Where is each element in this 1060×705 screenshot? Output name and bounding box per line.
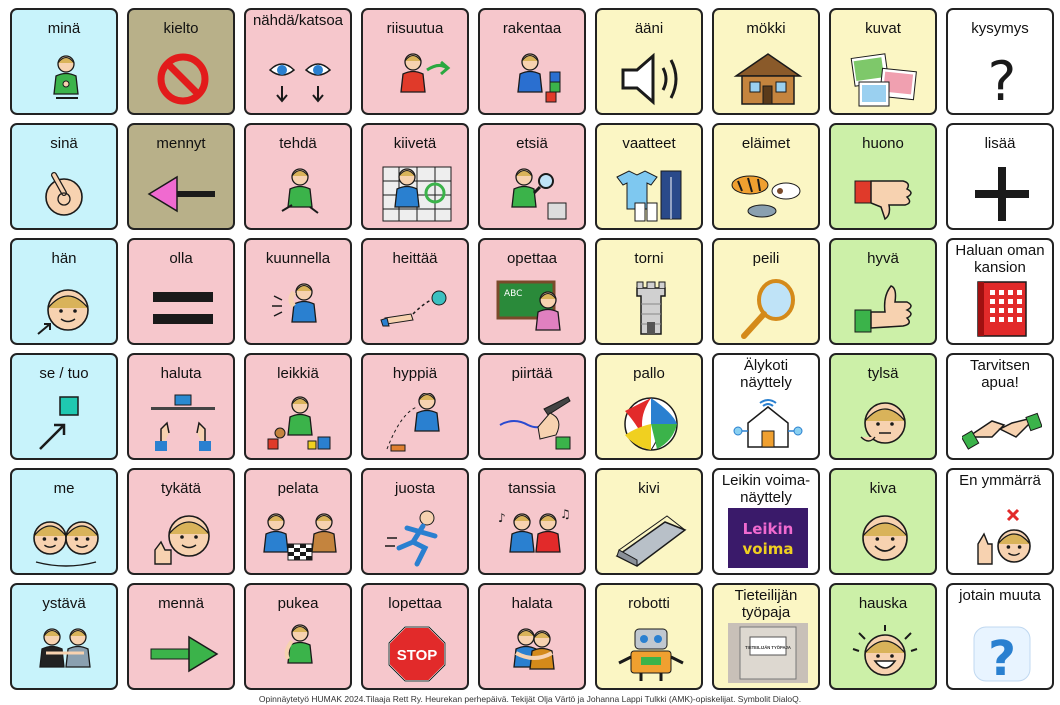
symbol-label: se / tuo	[39, 365, 89, 382]
symbol-card-41[interactable]	[595, 468, 703, 575]
animals-icon	[728, 163, 808, 225]
leikin-voima-logo	[728, 508, 808, 570]
symbol-label: me	[53, 480, 75, 497]
symbol-label: kuvat	[865, 20, 901, 37]
symbol-label: pallo	[633, 365, 665, 382]
symbol-card-42[interactable]	[712, 468, 820, 575]
climb-icon	[377, 163, 457, 225]
symbol-label: ystävä	[42, 595, 86, 612]
symbol-card-23[interactable]	[595, 238, 703, 345]
symbol-label: tylsä	[867, 365, 899, 382]
symbol-card-10[interactable]	[127, 123, 235, 230]
build-icon	[494, 48, 574, 110]
logo-text-line-1: Leikin	[742, 520, 794, 538]
symbol-label: jotain muuta	[959, 587, 1041, 604]
stone-icon	[611, 508, 691, 570]
not-understand-icon	[962, 508, 1042, 570]
search-magnifier-icon	[494, 163, 574, 225]
symbol-card-5[interactable]	[595, 8, 703, 115]
symbol-label: hän	[51, 250, 77, 267]
symbol-card-34[interactable]	[829, 353, 937, 460]
symbol-label: huono	[862, 135, 904, 152]
throw-icon	[377, 278, 457, 340]
arrow-left-icon	[143, 163, 223, 225]
symbol-label: riisuutua	[386, 20, 444, 37]
arrow-right-icon	[143, 623, 223, 685]
symbol-label: pelata	[277, 480, 319, 497]
symbol-label: piirtää	[511, 365, 553, 382]
symbol-label: haluta	[160, 365, 202, 382]
symbol-label: etsiä	[516, 135, 548, 152]
symbol-label: leikkiä	[277, 365, 319, 382]
bored-face-icon	[845, 393, 925, 455]
symbol-card-14[interactable]	[595, 123, 703, 230]
symbol-card-1[interactable]	[127, 8, 235, 115]
symbol-label: heittää	[392, 250, 438, 267]
symbol-label: minä	[47, 20, 81, 37]
symbol-card-11[interactable]	[244, 123, 352, 230]
robot-icon	[611, 623, 691, 685]
symbol-card-19[interactable]	[127, 238, 235, 345]
undress-icon	[377, 48, 457, 110]
symbol-label: hauska	[858, 595, 908, 612]
svg-text:♪: ♪	[498, 511, 506, 525]
symbol-card-40[interactable]	[478, 468, 586, 575]
make-icon	[260, 163, 340, 225]
want-hands-icon	[143, 393, 223, 455]
symbol-label: tykätä	[160, 480, 202, 497]
smart-home-icon	[728, 393, 808, 455]
beach-ball-icon	[611, 393, 691, 455]
symbol-label: Leikin voima- näyttely	[721, 472, 811, 506]
symbol-card-37[interactable]	[127, 468, 235, 575]
symbol-card-16[interactable]	[829, 123, 937, 230]
symbol-label: kielto	[163, 20, 199, 37]
symbol-label: robotti	[628, 595, 670, 612]
symbol-card-17[interactable]	[946, 123, 1054, 230]
speaker-icon	[611, 48, 691, 110]
symbol-label: mökki	[746, 20, 786, 37]
symbol-card-46[interactable]	[127, 583, 235, 690]
svg-text:ABC: ABC	[504, 289, 523, 299]
hug-icon	[494, 623, 574, 685]
question-blue-icon	[962, 623, 1042, 685]
symbol-card-8[interactable]	[946, 8, 1054, 115]
symbol-card-53[interactable]	[946, 583, 1054, 690]
run-icon	[377, 508, 457, 570]
jump-icon	[377, 393, 457, 455]
symbol-card-26[interactable]	[946, 238, 1054, 345]
thumbs-up-icon	[845, 278, 925, 340]
symbol-label: pukea	[277, 595, 319, 612]
plus-icon	[962, 163, 1042, 225]
workshop-sign-text: TIETEILIJÄN TYÖPAJA	[745, 645, 791, 650]
symbol-card-27[interactable]	[10, 353, 118, 460]
symbol-label: nähdä/katsoa	[252, 12, 344, 29]
svg-text:?: ?	[988, 631, 1016, 685]
stop-sign-icon	[377, 623, 457, 685]
symbol-label: halata	[511, 595, 553, 612]
symbol-label: mennä	[158, 595, 204, 612]
symbol-card-31[interactable]	[478, 353, 586, 460]
happy-face-icon	[845, 508, 925, 570]
communication-board	[10, 8, 1057, 691]
symbol-label: tehdä	[279, 135, 317, 152]
dress-icon	[260, 623, 340, 685]
symbol-label: hyppiä	[392, 365, 438, 382]
symbol-label: lopettaa	[388, 595, 442, 612]
symbol-card-28[interactable]	[127, 353, 235, 460]
symbol-label: En ymmärrä	[959, 472, 1041, 489]
face-he-icon	[26, 278, 106, 340]
symbol-card-36[interactable]	[10, 468, 118, 575]
thumbs-down-icon	[845, 163, 925, 225]
photos-icon	[845, 48, 925, 110]
dance-icon	[494, 508, 574, 570]
symbol-card-20[interactable]	[244, 238, 352, 345]
symbol-card-24[interactable]	[712, 238, 820, 345]
symbol-label: vaatteet	[622, 135, 676, 152]
symbol-label: torni	[634, 250, 664, 267]
symbol-label: sinä	[50, 135, 78, 152]
help-hands-icon	[962, 393, 1042, 455]
symbol-card-39[interactable]	[361, 468, 469, 575]
symbol-card-47[interactable]	[244, 583, 352, 690]
symbol-card-9[interactable]	[10, 123, 118, 230]
symbol-card-21[interactable]	[361, 238, 469, 345]
like-face-icon	[143, 508, 223, 570]
symbol-card-4[interactable]	[478, 8, 586, 115]
listen-icon	[260, 278, 340, 340]
symbol-card-48[interactable]	[361, 583, 469, 690]
symbol-card-13[interactable]	[478, 123, 586, 230]
symbol-label: tanssia	[508, 480, 556, 497]
symbol-card-0[interactable]	[10, 8, 118, 115]
prohibited-icon	[143, 48, 223, 110]
symbol-label: Haluan oman kansion	[955, 242, 1045, 276]
symbol-label: kiivetä	[393, 135, 437, 152]
pointing-hand-icon	[26, 163, 106, 225]
symbol-label: Tarvitsen apua!	[969, 357, 1031, 391]
symbol-label: peili	[752, 250, 780, 267]
symbol-label: Älykoti näyttely	[740, 357, 792, 391]
logo-text-line-2: voima	[742, 540, 794, 558]
symbol-label: hyvä	[867, 250, 899, 267]
symbol-label: rakentaa	[502, 20, 562, 37]
symbol-label: eläimet	[741, 135, 791, 152]
tower-icon	[611, 278, 691, 340]
symbol-card-3[interactable]	[361, 8, 469, 115]
symbol-card-38[interactable]	[244, 468, 352, 575]
two-faces-icon	[26, 508, 106, 570]
symbol-label: mennyt	[156, 135, 206, 152]
stop-sign-text: STOP	[396, 647, 438, 664]
symbol-label: kivi	[638, 480, 660, 497]
teach-icon	[494, 278, 574, 340]
cabin-icon	[728, 48, 808, 110]
symbol-label: kysymys	[971, 20, 1029, 37]
symbol-card-49[interactable]	[478, 583, 586, 690]
draw-pen-icon	[494, 393, 574, 455]
symbol-card-33[interactable]	[712, 353, 820, 460]
symbol-label: olla	[169, 250, 193, 267]
symbol-card-50[interactable]	[595, 583, 703, 690]
square-pointer-icon	[26, 393, 106, 455]
symbol-label: ääni	[634, 20, 664, 37]
symbol-card-45[interactable]	[10, 583, 118, 690]
person-self-icon	[26, 48, 106, 110]
symbol-label: kuunnella	[265, 250, 331, 267]
symbol-card-32[interactable]	[595, 353, 703, 460]
workshop-photo-icon	[728, 623, 808, 685]
svg-text:♫: ♫	[560, 508, 571, 521]
symbol-card-2[interactable]	[244, 8, 352, 115]
symbol-label: opettaa	[506, 250, 558, 267]
mirror-icon	[728, 278, 808, 340]
symbol-card-29[interactable]	[244, 353, 352, 460]
symbol-card-43[interactable]	[829, 468, 937, 575]
symbol-card-52[interactable]	[829, 583, 937, 690]
laughing-face-icon	[845, 623, 925, 685]
footer-credits: Opinnäytetyö HUMAK 2024.Tilaaja Rett Ry. Heurekan perhepäivä. Tekijät Olja Värtö ja Johanna Lappi Tulkki (AMK)-opiskelijat. Symbolit DialoQ.	[258, 694, 802, 704]
play-toys-icon	[260, 393, 340, 455]
clothes-icon	[611, 163, 691, 225]
symbol-card-22[interactable]	[478, 238, 586, 345]
svg-text:?: ?	[987, 50, 1017, 110]
symbol-card-12[interactable]	[361, 123, 469, 230]
symbol-card-7[interactable]	[829, 8, 937, 115]
symbol-card-6[interactable]	[712, 8, 820, 115]
equals-icon	[143, 278, 223, 340]
eyes-icon	[260, 48, 340, 110]
board-game-icon	[260, 508, 340, 570]
symbol-label: kiva	[869, 480, 897, 497]
symbol-label: lisää	[984, 135, 1016, 152]
symbol-card-18[interactable]	[10, 238, 118, 345]
question-mark-icon	[962, 48, 1042, 110]
symbol-card-15[interactable]	[712, 123, 820, 230]
friends-icon	[26, 623, 106, 685]
symbol-card-30[interactable]	[361, 353, 469, 460]
symbol-label: Tieteilijän työpaja	[734, 587, 798, 621]
symbol-card-44[interactable]	[946, 468, 1054, 575]
symbol-card-25[interactable]	[829, 238, 937, 345]
symbol-label: juosta	[394, 480, 436, 497]
folder-binder-icon	[962, 278, 1042, 340]
symbol-card-35[interactable]	[946, 353, 1054, 460]
symbol-card-51[interactable]	[712, 583, 820, 690]
